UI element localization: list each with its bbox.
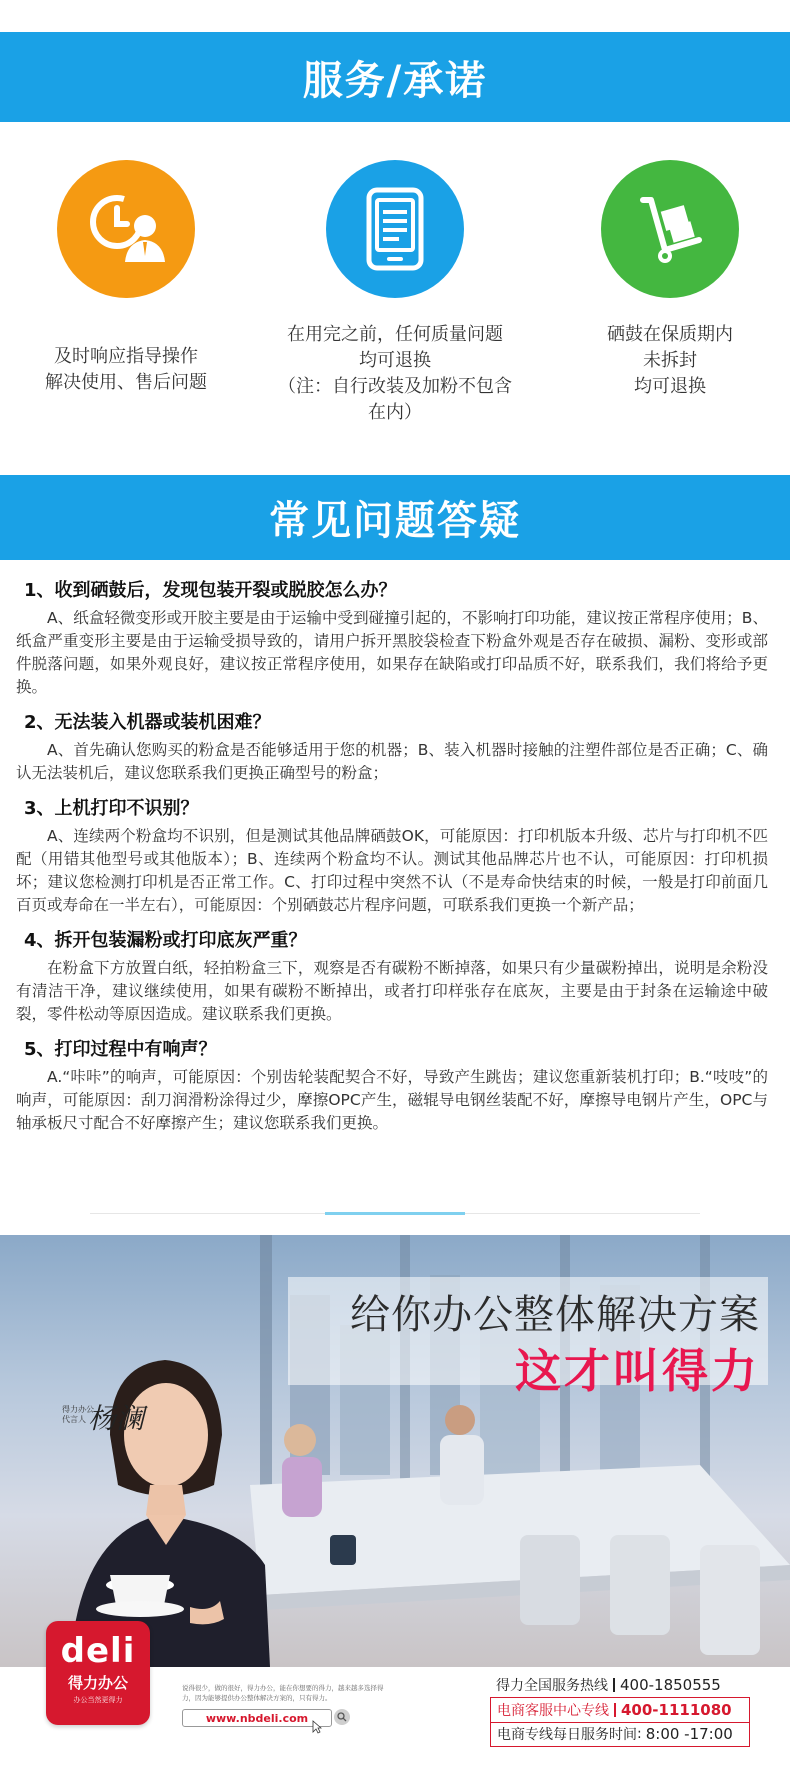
faq-item bbox=[16, 709, 768, 785]
spokesperson-signature: 杨澜 bbox=[88, 1402, 145, 1435]
faq-answer: A.“咔咔”的响声，可能原因：个别齿轮装配契合不好，导致产生跳齿；建议您重新装机打印；B.“吱吱”的响声，可能原因：刮刀润滑粉涂得过少，摩擦OPC产生，磁辊导电钢丝装配不好，摩擦导电钢片产生，OPC与轴承板尺寸配合不好摩擦产生；建议您联系我们更换。 bbox=[16, 1068, 768, 1132]
spokesperson-caption: 得力办公 代言人 bbox=[62, 1405, 94, 1424]
faq-title: 常见问题答疑 bbox=[269, 498, 521, 544]
faq-list bbox=[16, 577, 768, 1145]
faq-item bbox=[16, 1036, 768, 1135]
row-separator bbox=[613, 1678, 615, 1692]
service-title: 服务/承诺 bbox=[302, 57, 488, 104]
faq-question: 3、上机打印不识别？ bbox=[24, 798, 199, 819]
banner-slogan: 这才叫得力 bbox=[515, 1344, 760, 1398]
footer-blurb: 说得很少，做的很好，得力办公，能在你想要的得力，越来越多选择得力，因为能够提供办公整体解决方案的，只有得力。 bbox=[182, 1684, 384, 1702]
faq-answer: 在粉盒下方放置白纸，轻拍粉盒三下，观察是否有碳粉不断掉落，如果只有少量碳粉掉出，说明是余粉没有清洁干净，建议继续使用，如果有碳粉不断掉出，或者打印样张存在底灰，主要是由于封条在运输途中破裂，零件松动等原因造成。建议联系我们更换。 bbox=[16, 959, 768, 1023]
faq-item bbox=[16, 927, 768, 1026]
logo-sub: 得力办公 bbox=[67, 1674, 128, 1692]
faq-question: 5、打印过程中有响声？ bbox=[24, 1039, 217, 1060]
ecom-number: 400-1111080 bbox=[621, 1701, 732, 1719]
website-url: www.nbdeli.com bbox=[205, 1711, 309, 1725]
faq-answer: A、连续两个粉盒均不识别，但是测试其他品牌硒鼓OK，可能原因：打印机版本升级、芯片与打印机不匹配（用错其他型号或其他版本）；B、连续两个粉盒均不认。测试其他品牌芯片也不认，可能原因：打印机损坏；建议您检测打印机是否正常工作。C、打印过程中突然不认（不是寿命快结束的时候，一般是打印前面几百页或寿命在一半左右），可能原因：个别硒鼓芯片程序问题，可联系我们更换一个新产品； bbox=[16, 827, 768, 914]
service-line: 均可退换 bbox=[634, 376, 706, 397]
cursor-icon bbox=[312, 1719, 322, 1738]
faq-item bbox=[16, 795, 768, 917]
logo-text: deli bbox=[60, 1631, 136, 1671]
logo-tagline: 办公当然更得力 bbox=[73, 1696, 123, 1704]
service-line: 均可退换 bbox=[359, 350, 431, 371]
section-divider bbox=[90, 1213, 700, 1214]
hotline-number: 400-1850555 bbox=[620, 1676, 721, 1694]
faq-item bbox=[16, 577, 768, 699]
faq-question: 1、收到硒鼓后，发现包装开裂或脱胶怎么办？ bbox=[24, 580, 397, 601]
service-line: 及时响应指导操作 bbox=[54, 346, 198, 367]
service-line: （注：自行改装及加粉不包含在内） bbox=[278, 376, 512, 423]
search-icon[interactable] bbox=[334, 1709, 350, 1725]
hand-truck-icon bbox=[601, 160, 739, 298]
hours-value: 8:00 -17:00 bbox=[645, 1725, 733, 1743]
deli-logo bbox=[46, 1621, 150, 1725]
faq-question: 2、无法装入机器或装机困难？ bbox=[24, 712, 271, 733]
footer bbox=[0, 1631, 790, 1779]
hotline-label: 得力全国服务热线 bbox=[496, 1678, 608, 1694]
hours-label: 电商专线每日服务时间 bbox=[497, 1727, 637, 1743]
faq-header bbox=[0, 475, 790, 560]
website-field[interactable] bbox=[182, 1709, 332, 1727]
clock-agent-icon bbox=[57, 160, 195, 298]
hours-colon: : bbox=[637, 1726, 642, 1742]
banner-headline: 给你办公整体解决方案 bbox=[350, 1292, 760, 1338]
service-line: 在用完之前，任何质量问题 bbox=[287, 324, 503, 345]
ecom-label: 电商客服中心专线 bbox=[497, 1703, 609, 1719]
service-line: 硒鼓在保质期内 bbox=[607, 324, 733, 345]
promo-banner bbox=[0, 1235, 790, 1667]
service-line: 解决使用、售后问题 bbox=[45, 372, 207, 393]
faq-question: 4、拆开包装漏粉或打印底灰严重？ bbox=[24, 930, 307, 951]
faq-answer: A、纸盒轻微变形或开胶主要是由于运输中受到碰撞引起的，不影响打印功能，建议按正常程序使用；B、纸盒严重变形主要是由于运输受损导致的，请用户拆开黑胶袋检查下粉盒外观是否存在破损、漏粉、变形或部件脱落问题，如果外观良好，建议按正常程序使用，如果存在缺陷或打印品质不好，联系我们，我们将给予更换。 bbox=[16, 609, 768, 696]
hotline-row bbox=[496, 1675, 766, 1695]
faq-answer: A、首先确认您购买的粉盒是否能够适用于您的机器；B、装入机器时接触的注塑件部位是否正确；C、确认无法装机后，建议您联系我们更换正确型号的粉盒； bbox=[16, 741, 768, 782]
tablet-document-icon bbox=[326, 160, 464, 298]
hours-row bbox=[490, 1722, 750, 1747]
service-item-return bbox=[550, 160, 790, 400]
service-header bbox=[0, 32, 790, 122]
service-item-quality bbox=[275, 160, 515, 426]
service-item-response bbox=[6, 160, 246, 396]
row-separator bbox=[614, 1703, 616, 1717]
ecom-row bbox=[490, 1697, 750, 1723]
service-line: 未拆封 bbox=[643, 350, 697, 371]
